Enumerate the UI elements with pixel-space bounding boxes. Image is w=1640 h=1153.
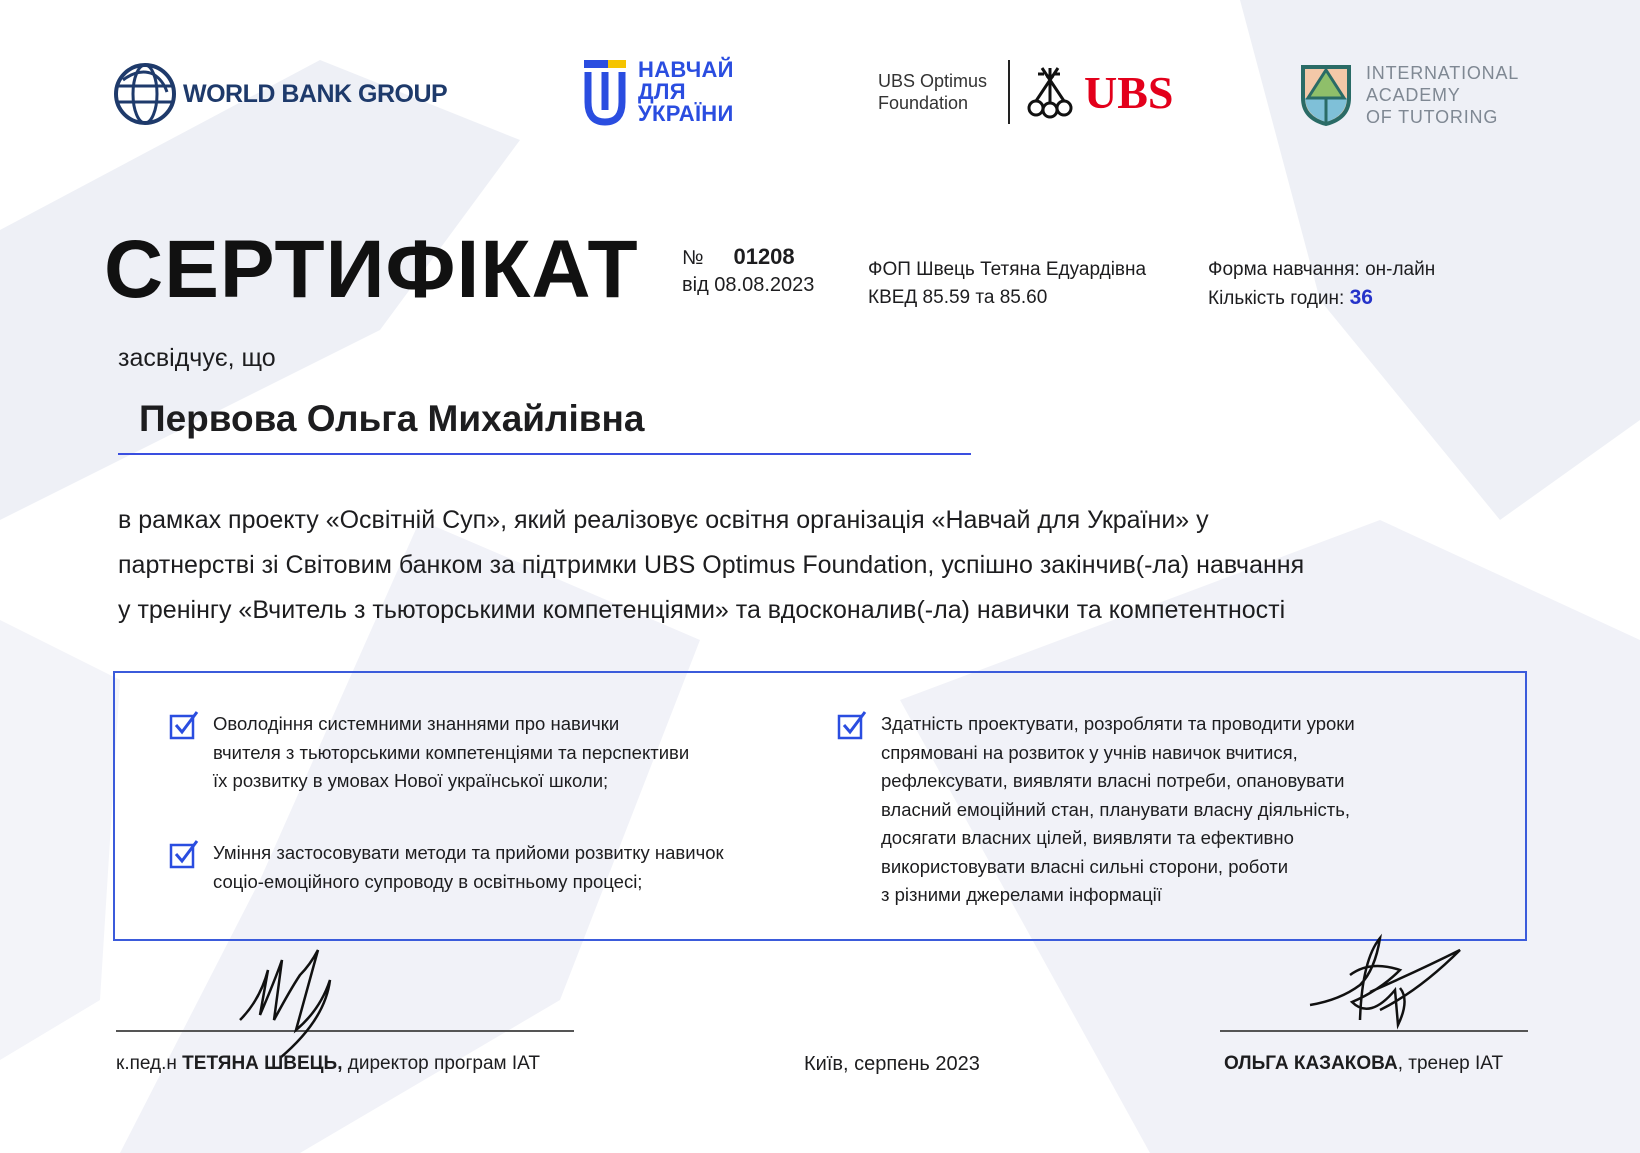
navchai-emblem-icon [582,58,628,126]
ubs-divider [1008,60,1010,124]
certifies-text: засвідчує, що [118,344,276,372]
left-signatory-degree: к.пед.н [116,1053,177,1074]
competency-3-line-3: рефлексувати, виявляти власні потреби, опановувати [881,770,1345,791]
study-info-block [1208,256,1435,313]
competency-1-line-1: Оволодіння системними знаннями про навички [213,713,620,734]
right-signatory-role: , тренер IAT [1397,1053,1504,1074]
competencies-box [113,671,1527,941]
competency-3-line-7: з різними джерелами інформації [881,884,1162,905]
competency-3-line-1: Здатність проектувати, розробляти та проводити уроки [881,713,1355,734]
issuer-name: ФОП Швець Тетяна Едуардівна [868,259,1147,280]
hours-value: 36 [1349,286,1373,309]
competency-item [837,710,1355,910]
competency-3-line-6: використовувати власні сильні сторони, роботи [881,855,1289,877]
certificate-body [118,498,1538,633]
body-line-1: в рамках проекту «Освітній Суп», який реалізовує освітня організація «Навчай для України» у [118,506,1209,534]
right-signature-icon [1300,930,1470,1040]
study-form: Форма навчання: он-лайн [1208,259,1436,280]
city-date: Київ, серпень 2023 [804,1053,980,1075]
competency-1-line-3: їх розвитку в умовах Нової української школи; [213,770,609,791]
globe-icon [113,62,177,126]
navchai-logo [582,58,734,126]
checkbox-checked-icon [169,839,199,869]
competency-item [169,710,689,796]
hours-label: Кількість годин: [1208,288,1345,309]
iat-line-3: OF TUTORING [1366,107,1499,127]
navchai-line-1: НАВЧАЙ [638,57,734,82]
recipient-underline [118,453,971,455]
ubs-foundation-line-1: UBS Optimus [878,71,988,91]
competency-1-line-2: вчителя з тьюторськими компетенціями та перспективи [213,741,690,763]
certificate-number-block [682,244,814,297]
world-bank-logo [113,62,447,126]
competency-2-line-2: соціо-емоційного супроводу в освітньому процесі; [213,870,643,892]
iat-line-1: INTERNATIONAL [1366,63,1520,83]
left-signatory [116,1053,540,1075]
ubs-wordmark: UBS [1084,66,1174,118]
competency-3-line-4: власний емоційний стан, планувати власну діяльність, [881,798,1350,820]
body-line-3: у тренінгу «Вчитель з тьюторськими компетенціями» та вдосконалив(-ла) навички та компетентності [118,596,1286,624]
competency-3-line-2: спрямовані на розвиток у учнів навичок вчитися, [881,741,1298,763]
navchai-line-2: ДЛЯ [638,79,686,104]
left-signatory-role: директор програм IAT [347,1053,541,1074]
navchai-line-3: УКРАЇНИ [638,101,734,126]
certificate-number: 01208 [733,244,795,269]
certificate-title: СЕРТИФІКАТ [104,224,639,315]
number-label: № [682,247,704,269]
checkbox-checked-icon [837,710,867,740]
issuer-kved: КВЕД 85.59 та 85.60 [868,287,1048,308]
iat-line-2: ACADEMY [1366,85,1461,105]
ubs-keys-icon [1024,64,1076,120]
world-bank-wordmark: WORLD BANK GROUP [183,79,448,108]
ubs-logo [878,60,1173,124]
iat-logo [1300,62,1536,128]
checkbox-checked-icon [169,710,199,740]
recipient-name: Первова Ольга Михайлівна [139,398,645,439]
left-signatory-name: ТЕТЯНА ШВЕЦЬ, [182,1053,343,1074]
left-signature-icon [230,940,350,1060]
right-signatory-name: ОЛЬГА КАЗАКОВА [1224,1053,1398,1074]
competency-2-line-1: Уміння застосовувати методи та прийоми розвитку навичок [213,842,724,863]
iat-shield-icon [1300,64,1352,126]
certificate-date: від 08.08.2023 [682,274,815,296]
ubs-foundation-line-2: Foundation [878,93,969,113]
issuer-block [868,256,1146,312]
competency-3-line-5: досягати власних цілей, виявляти та ефективно [881,827,1294,848]
right-signatory [1224,1053,1503,1075]
competency-item [169,839,724,896]
body-line-2: партнерстві зі Світовим банком за підтримки UBS Optimus Foundation, успішно закінчив(-ла) навчання [118,551,1305,579]
